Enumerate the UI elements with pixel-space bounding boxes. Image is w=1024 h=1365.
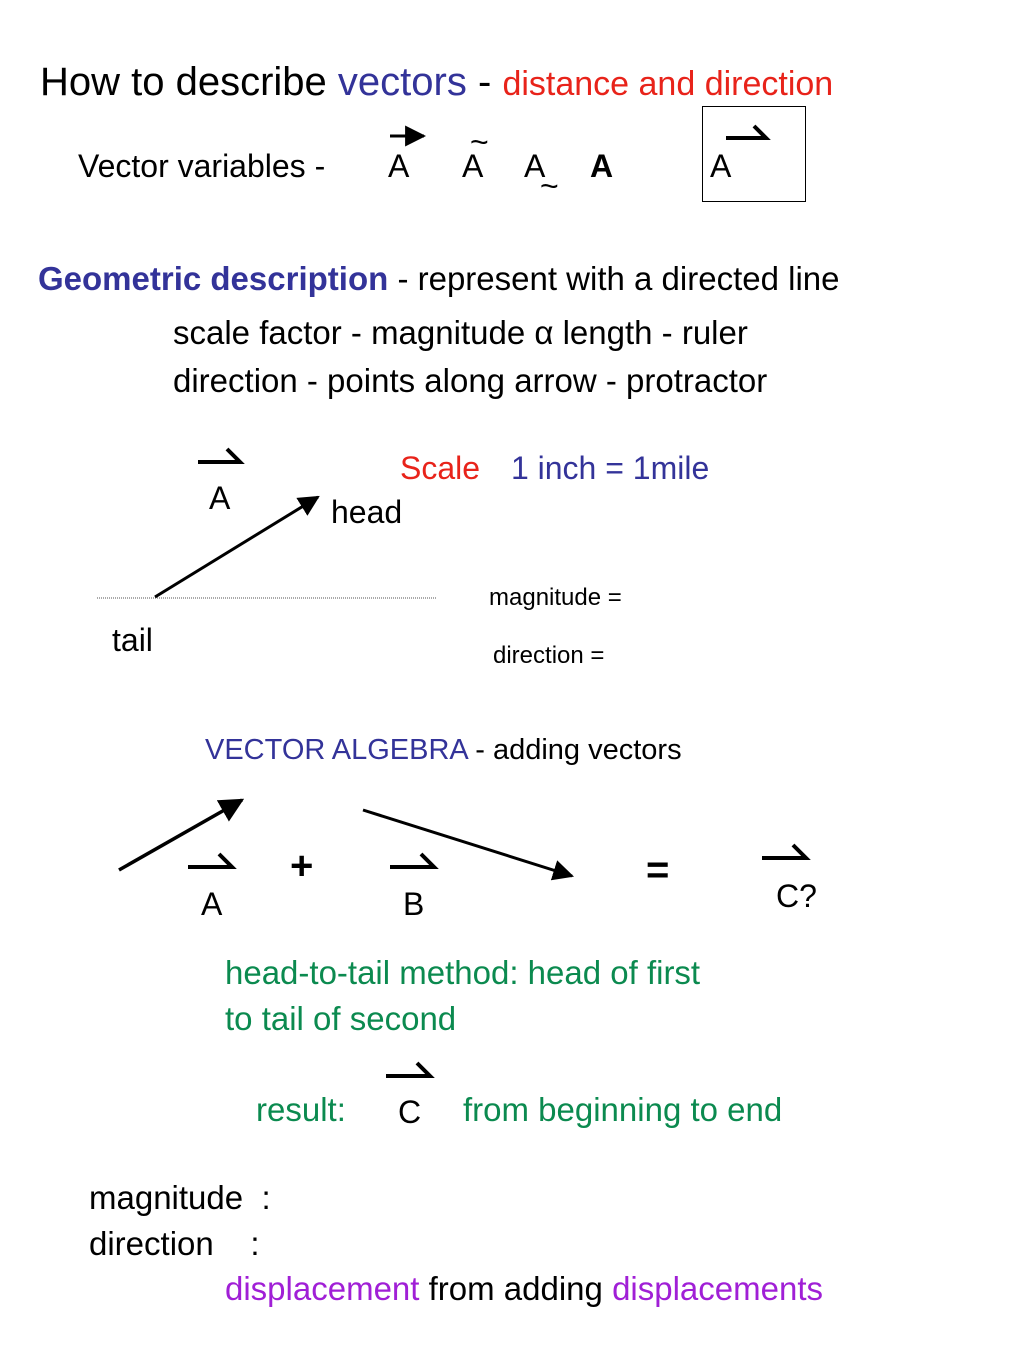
vector-a-arrow <box>155 497 318 597</box>
sum-b-label: B <box>403 886 425 922</box>
displacements-word: displacements <box>612 1270 824 1307</box>
tilde-over-mark: ~ <box>470 124 489 160</box>
summary-magnitude: magnitude : <box>89 1179 271 1216</box>
algebra-heading: VECTOR ALGEBRA <box>205 734 468 766</box>
result-rest: from beginning to end <box>463 1091 783 1128</box>
variable-arrow-a: A <box>388 148 410 184</box>
sum-c-label: C? <box>776 878 817 914</box>
variable-tilde-under-a: A <box>524 148 546 184</box>
harpoon-icon <box>762 845 806 858</box>
tilde-under-mark: ~ <box>540 168 559 204</box>
variable-tilde-over-a: A <box>462 148 484 184</box>
harpoon-icon <box>390 854 434 867</box>
sum-a-label: A <box>201 886 223 922</box>
diagram-vector-a-label: A <box>209 480 231 516</box>
title-prefix: How to describe <box>40 60 327 104</box>
proportional-symbol: α <box>534 314 554 351</box>
summary-direction: direction : <box>89 1225 260 1262</box>
plus-sign: + <box>290 844 314 888</box>
result-word: result: <box>256 1091 346 1128</box>
method-line-2: to tail of second <box>225 1000 457 1037</box>
displacement-word: displacement <box>225 1270 420 1307</box>
geometric-heading: Geometric description <box>38 260 389 297</box>
variable-boxed-a: A <box>710 148 732 184</box>
algebra-rest: - adding vectors <box>475 734 682 766</box>
tail-label: tail <box>112 622 153 658</box>
harpoon-icon <box>188 854 232 867</box>
length-ruler-text: length - ruler <box>562 314 748 351</box>
geometric-rest: - represent with a directed line <box>397 260 840 297</box>
harpoon-icon <box>198 449 240 462</box>
head-label: head <box>331 494 403 530</box>
title-dash: - <box>477 60 492 104</box>
magnitude-prompt: magnitude = <box>489 584 622 611</box>
variable-bold-a: A <box>590 148 614 184</box>
method-line-1: head-to-tail method: head of first <box>225 954 701 991</box>
title-subtitle: distance and direction <box>502 65 834 103</box>
scale-factor-text: scale factor - magnitude <box>173 314 526 351</box>
harpoon-icon <box>726 126 766 138</box>
equals-sign: = <box>646 848 670 892</box>
harpoon-icon <box>386 1063 430 1076</box>
scale-value: 1 inch = 1mile <box>510 450 710 486</box>
result-symbol: C <box>398 1094 422 1130</box>
summary-middle: from adding <box>428 1270 603 1307</box>
scale-word: Scale <box>400 450 481 486</box>
variables-label: Vector variables - <box>78 148 326 184</box>
direction-prompt: direction = <box>493 642 605 669</box>
direction-line: direction - points along arrow - protractor <box>173 362 768 399</box>
title-vectors: vectors <box>337 60 467 104</box>
